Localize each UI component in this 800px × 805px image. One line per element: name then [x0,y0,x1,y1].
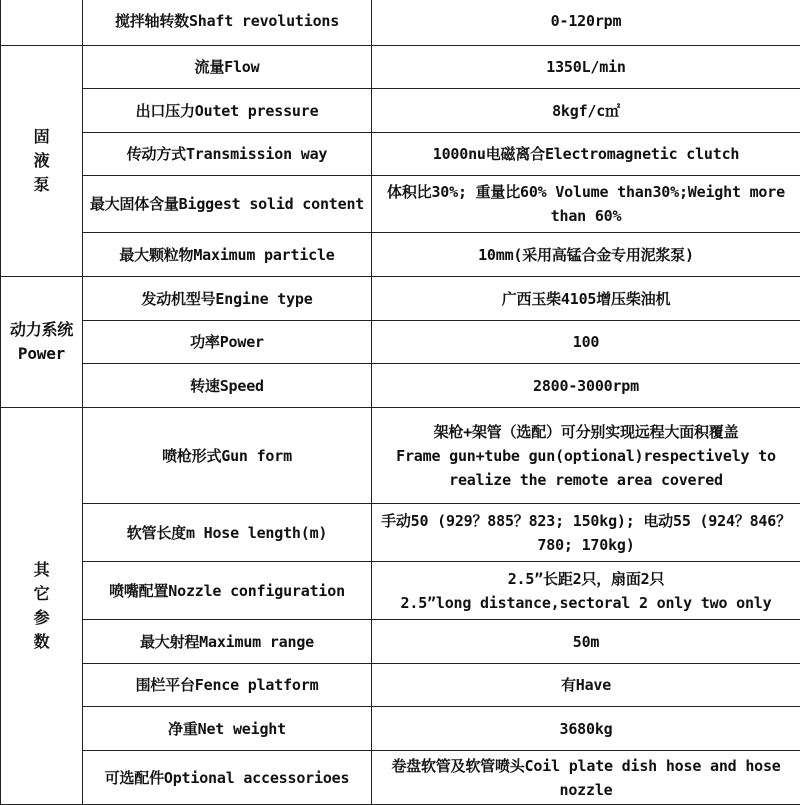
value-cell: 有Have [372,664,800,707]
value-cell: 1000nu电磁离合Electromagnetic clutch [372,133,800,176]
table-row [1,408,800,504]
param-cell: 软管长度m Hose length(m) [83,504,372,562]
group-cell-top [1,0,83,46]
group-label-pump: 固液泵 [1,46,83,277]
value-cell: 1350L/min [372,46,800,89]
param-cell: 传动方式Transmission way [83,133,372,176]
table-row [1,620,800,664]
param-cell: 流量Flow [83,46,372,89]
value-cell [372,408,800,504]
table-row [1,176,800,233]
value-cell: 10mm(采用高锰合金专用泥浆泵) [372,233,800,277]
param-cell: 发动机型号Engine type [83,277,372,321]
param-cell: 转速Speed [83,364,372,408]
table-row [1,504,800,562]
param-cell: 喷嘴配置Nozzle configuration [83,562,372,620]
table-row [1,0,800,46]
value-cell: 100 [372,321,800,364]
value-line: 2.5”长距2只，扇面2只 [374,567,798,591]
value-cell: 50m [372,620,800,664]
table-row [1,233,800,277]
table-row [1,664,800,707]
param-cell: 最大固体含量Biggest solid content [83,176,372,233]
param-cell: 最大颗粒物Maximum particle [83,233,372,277]
value-cell: 卷盘软管及软管喷头Coil plate dish hose and hose nozzle [372,751,800,805]
value-line: Frame gun+tube gun(optional)respectively to realize the remote area covered [374,444,798,492]
value-cell [372,562,800,620]
value-cell: 体积比30%; 重量比60% Volume than30%;Weight more than 60% [372,176,800,233]
table-row [1,751,800,805]
value-cell: 8kgf/c㎡ [372,89,800,133]
param-cell: 功率Power [83,321,372,364]
value-line: 2.5”long distance,sectoral 2 only two only [374,591,798,615]
group-label-other: 其它参数 [1,408,83,805]
table-row [1,277,800,321]
table-row [1,321,800,364]
table-row [1,89,800,133]
value-cell: 2800-3000rpm [372,364,800,408]
table-row [1,133,800,176]
value-cell: 广西玉柴4105增压柴油机 [372,277,800,321]
group-label-power [1,277,83,408]
param-cell: 最大射程Maximum range [83,620,372,664]
table-row [1,46,800,89]
group-label-power-en: Power [3,342,80,366]
table-row [1,364,800,408]
param-cell: 净重Net weight [83,707,372,751]
param-cell: 喷枪形式Gun form [83,408,372,504]
param-cell: 可选配件Optional accessorioes [83,751,372,805]
value-line: 架枪+架管（选配）可分别实现远程大面积覆盖 [374,420,798,444]
table-row [1,562,800,620]
group-label-power-cn: 动力系统 [3,318,80,342]
value-cell: 0-120rpm [372,0,800,46]
param-cell: 出口压力Outet pressure [83,89,372,133]
param-cell: 围栏平台Fence platform [83,664,372,707]
value-cell: 3680kg [372,707,800,751]
table-row [1,707,800,751]
value-cell: 手动50 (929？885？823; 150kg); 电动55 (924？846？780; 170kg) [372,504,800,562]
param-cell: 搅拌轴转数Shaft revolutions [83,0,372,46]
